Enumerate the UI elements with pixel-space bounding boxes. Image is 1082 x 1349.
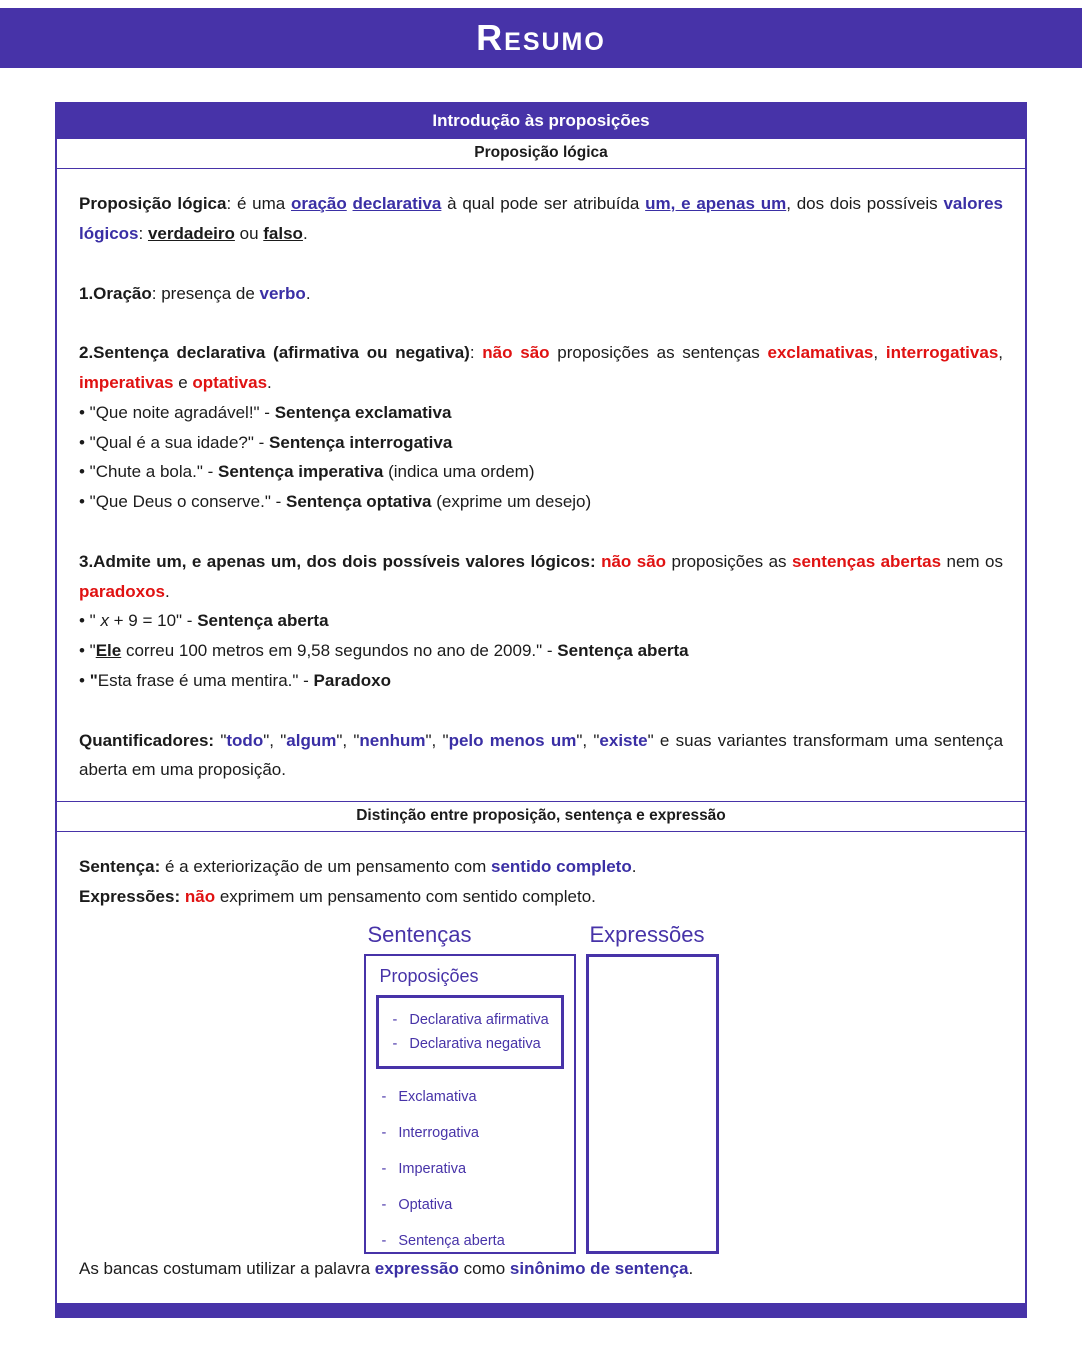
text-run: " (214, 730, 227, 750)
dash-marker: - (381, 1124, 387, 1141)
text-run: • " (79, 611, 101, 631)
dash-marker: - (381, 1196, 387, 1213)
text-run: 2.Sentença declarativa (afirmativa ou negativa) (79, 343, 470, 363)
title-banner (0, 8, 1082, 68)
text-run: sentenças abertas (792, 551, 942, 571)
text-run: Sentença aberta (197, 611, 329, 631)
text-run: . (267, 373, 272, 392)
expressions-title: Expressões (589, 921, 705, 947)
sentences-column (364, 922, 576, 1254)
text-run: e (173, 373, 193, 392)
text-run: 3.Admite um, e apenas um, dos dois possíveis valores lógicos: (79, 551, 596, 571)
text-run: Paradoxo (313, 670, 392, 690)
text-run: algum (286, 730, 337, 750)
text-run: oração (291, 194, 347, 213)
sentences-title: Sentenças (367, 921, 472, 947)
text-run: proposições as (666, 551, 792, 571)
dash-marker: - (381, 1232, 387, 1249)
text-run: (exprime um desejo) (431, 492, 592, 511)
quantificadores-paragraph (79, 726, 1003, 786)
text-run: falso (263, 223, 303, 243)
text-run: proposições as sentenças (549, 343, 768, 363)
dash-marker: - (381, 1088, 387, 1105)
admite-paragraph (79, 547, 1003, 607)
text-run: não são (601, 551, 667, 571)
text-run: exprimem um pensamento com sentido completo. (215, 886, 596, 906)
sentences-expressions-diagram (79, 922, 1003, 1254)
text-run: não são (482, 343, 550, 363)
diagram-item (387, 1036, 553, 1052)
sentenca-paragraph (79, 852, 1003, 882)
page-title: Resumo (476, 17, 606, 58)
text-run: " e suas variantes transformam uma sentença aberta em uma proposição. (79, 730, 1004, 780)
text-run: : (138, 223, 148, 243)
propositions-label: Proposições (379, 965, 479, 986)
text-run: Proposição lógica (79, 194, 227, 213)
text-run: Sentença aberta (557, 641, 689, 660)
text-run: : é uma (226, 194, 292, 213)
text-run: ", " (576, 730, 600, 750)
text-run: Sentença optativa (286, 492, 432, 511)
text-run: • "Qual é a sua idade?" - (79, 432, 270, 452)
diagram-item-label: Interrogativa (398, 1124, 479, 1141)
diagram-item (387, 1012, 553, 1028)
text-run: : (469, 343, 483, 363)
bullet-sentenca-aberta-2 (79, 636, 1003, 666)
text-run: nenhum (359, 730, 426, 750)
text-run: imperativas (79, 373, 174, 392)
diagram-item-label: Imperativa (398, 1160, 467, 1177)
diagram-item-label: Optativa (398, 1196, 453, 1213)
section-header-distincao (57, 801, 1025, 832)
text-run: , (873, 343, 886, 363)
expressions-column (586, 922, 719, 1254)
text-run: verdadeiro (147, 223, 235, 243)
diagram-item-label: Sentença aberta (398, 1232, 505, 1249)
text-run: Sentença: (79, 857, 161, 876)
text-run: • "Chute a bola." - (79, 462, 218, 482)
text-run: Quantificadores: (79, 730, 215, 750)
text-run: ", " (336, 730, 360, 750)
text-run: correu 100 metros em 9,58 segundos no ano de 2009." - (121, 641, 558, 660)
diagram-item (376, 1197, 564, 1213)
text-run: um, e apenas um (645, 194, 787, 213)
text-run: verbo (259, 283, 306, 303)
text-run: sentido completo (490, 857, 632, 876)
text-run: como (458, 1258, 510, 1278)
text-run: : presença de (151, 283, 260, 303)
section1-header-label: Proposição lógica (474, 144, 608, 161)
text-run: ", " (425, 730, 449, 750)
dash-marker: - (392, 1011, 398, 1028)
text-run: Sentença exclamativa (274, 402, 452, 422)
bullet-optativa (79, 487, 1003, 517)
summary-card (55, 102, 1027, 1318)
text-run: Sentença interrogativa (269, 432, 453, 452)
bullet-imperativa (79, 457, 1003, 487)
diagram-item-label: Declarativa negativa (409, 1035, 541, 1052)
section2-body (57, 832, 1025, 1299)
text-run: Esta frase é uma mentira." - (97, 670, 314, 690)
text-run: todo (226, 730, 264, 750)
sentences-box (364, 954, 576, 1254)
dash-marker: - (392, 1035, 398, 1052)
diagram-item (376, 1161, 564, 1177)
definition-paragraph (79, 189, 1003, 249)
diagram-item-label: Declarativa afirmativa (409, 1011, 549, 1028)
declarativa-paragraph (79, 338, 1003, 398)
sentence-items-list (376, 1089, 564, 1249)
text-run: . (305, 283, 311, 303)
text-run: paradoxos (79, 581, 165, 601)
text-run: . (688, 1258, 694, 1278)
card-header-label: Introdução às proposições (432, 111, 650, 130)
dash-marker: - (381, 1160, 387, 1177)
text-run: não (184, 886, 216, 906)
text-run: exclamativas (767, 343, 874, 363)
text-run: interrogativas (885, 343, 999, 363)
card-footer-bar (57, 1303, 1025, 1316)
card-header (57, 104, 1025, 139)
text-run: • "Que Deus o conserve." - (79, 492, 286, 511)
text-run: . (631, 857, 637, 876)
text-run: x (100, 611, 109, 631)
diagram-item (376, 1233, 564, 1249)
text-run: Expressões: (79, 886, 181, 906)
bullet-paradoxo (79, 666, 1003, 696)
text-run: • " (79, 641, 96, 660)
text-run: Sentença imperativa (217, 462, 384, 482)
bancas-paragraph (79, 1254, 1003, 1284)
text-run: é a exteriorização de um pensamento com (160, 857, 491, 876)
propositions-box (376, 995, 564, 1069)
text-run: , (998, 343, 1004, 363)
text-run: . (302, 223, 308, 243)
oracao-paragraph (79, 279, 1003, 309)
text-run: declarativa (352, 194, 442, 213)
text-run: As bancas costumam utilizar a palavra (79, 1258, 375, 1278)
text-run: pelo menos um (448, 730, 577, 750)
diagram-item-label: Exclamativa (398, 1088, 477, 1105)
text-run: • "Que noite agradável!" - (79, 402, 275, 422)
text-run: + 9 = 10" - (108, 611, 198, 631)
bullet-sentenca-aberta-1 (79, 606, 1003, 636)
diagram-item (376, 1089, 564, 1105)
section1-body (57, 169, 1025, 801)
text-run: Ele (95, 641, 122, 660)
section2-header-label: Distinção entre proposição, sentença e expressão (356, 807, 726, 824)
text-run: 1.Oração (79, 283, 152, 303)
text-run: expressão (374, 1258, 459, 1278)
text-run: , dos dois possíveis (786, 194, 944, 213)
text-run: sinônimo de sentença (509, 1258, 689, 1278)
text-run: valores lógicos (79, 194, 1003, 243)
text-run: à qual pode ser atribuída (441, 194, 646, 213)
text-run: ou (234, 223, 264, 243)
text-run: " (89, 670, 98, 690)
text-run: . (164, 581, 170, 601)
text-run: (indica uma ordem) (383, 462, 535, 482)
expressoes-paragraph (79, 882, 1003, 912)
text-run: nem os (941, 551, 1003, 571)
section-header-proposicao-logica (57, 139, 1025, 169)
bullet-exclamativa (79, 398, 1003, 428)
text-run: existe (599, 730, 648, 750)
expressions-box (586, 954, 719, 1254)
bullet-interrogativa (79, 428, 1003, 458)
diagram-item (376, 1125, 564, 1141)
text-run: ", " (263, 730, 287, 750)
text-run: optativas (192, 373, 268, 392)
text-run: • (79, 670, 90, 690)
